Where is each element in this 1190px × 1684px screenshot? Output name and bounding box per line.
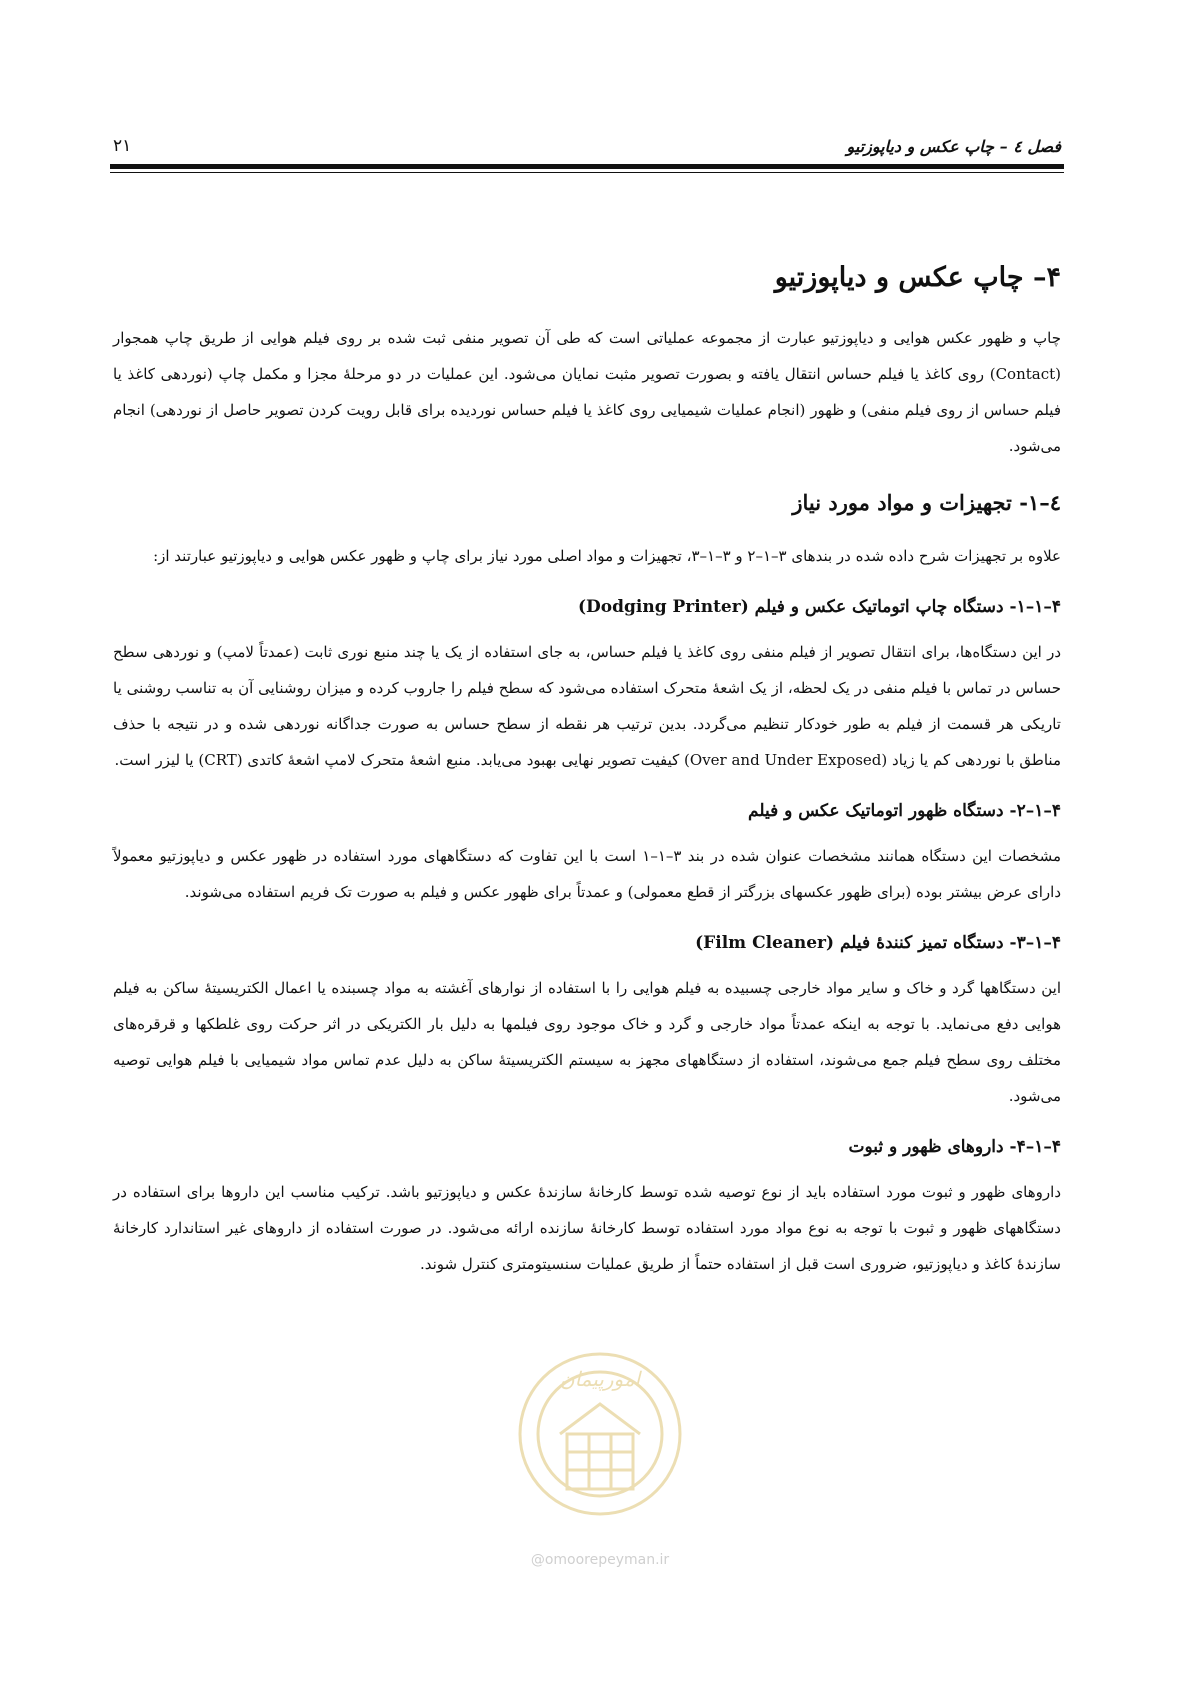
page-number: ۲۱ <box>113 136 132 156</box>
chapter-title: فصل ٤ – چاپ عکس و دیاپوزتیو <box>846 137 1061 156</box>
watermark-site: @omoorepeyman.ir <box>530 1552 670 1568</box>
section-intro: چاپ و ظهور عکس هوایی و دیاپوزتیو عبارت از مجموعه عملیاتی است که طی آن تصویر منفی ثبت شده بر روی فیلم هوایی از طریق چاپ همجوار (Contact) روی کاغذ یا فیلم حساس انتقال یافته و بصورت تصویر مثبت نمایان می‌شود. این عملیات در دو مرحلهٔ مجزا و مکمل چاپ (نوردهی کاغذ یا فیلم حساس از روی فیلم منفی) و ظهور (انجام عملیات شیمیایی روی کاغذ یا فیلم حساس نوردیده برای قابل رویت کردن تصویر حاصل از نوردهی) انجام می‌شود. <box>113 329 1061 455</box>
item-title: ۴–۱–۳- دستگاه تمیز کنندهٔ فیلم (Film Cleaner) <box>695 933 1061 953</box>
item-text: مشخصات این دستگاه همانند مشخصات عنوان شده در بند ۳–۱–۱ است با این تفاوت که دستگاههای مورد استفاده در ظهور عکس و دیاپوزتیو معمولاً دارای عرض بیشتر بوده (برای ظهور عکسهای بزرگتر از قطع معمولی) و عمدتاً برای ظهور عکس و فیلم به صورت تک فریم استفاده می‌شوند. <box>113 847 1061 901</box>
item-text: در این دستگاه‌ها، برای انتقال تصویر از فیلم منفی روی کاغذ یا فیلم حساس، به جای استفاده از یک یا چند منبع نوری ثابت (عمدتاً لامپ) و نوردهی سطح حساس در تماس با فیلم منفی در یک لحظه، از یک اشعهٔ متحرک استفاده می‌شود که سطح فیلم را جاروب کرده و میزان روشنایی آن به تناسب روشنی یا تاریکی هر قسمت از فیلم به طور خودکار تنظیم می‌گردد. بدین ترتیب هر نقطه از سطح حساس به صورت جداگانه نوردهی شده و در نتیجه با حذف مناطق با نوردهی کم یا زیاد (Over and Under Exposed) کیفیت تصویر نهایی بهبود می‌یابد. منبع اشعهٔ متحرک لامپ اشعهٔ کاتدی (CRT) یا لیزر است. <box>113 643 1061 769</box>
item-text: این دستگاهها گرد و خاک و سایر مواد خارجی چسبیده به فیلم هوایی را با استفاده از نوارهای آغشته به مواد چسبنده یا اعمال الکتریسیتهٔ ساکن به فیلم هوایی دفع می‌نماید. با توجه به اینکه عمدتاً مواد خارجی و گرد و خاک موجود روی فیلمها به دلیل بار الکتریکی در اثر حرکت روی غلطکها و قرقره‌های مختلف روی سطح فیلم جمع می‌شوند، استفاده از دستگاههای مجهز به سیستم الکتریسیتهٔ ساکن به دلیل عدم تماس مواد شیمیایی با فیلم هوایی توصیه می‌شود. <box>113 979 1061 1105</box>
subsection-intro: علاوه بر تجهیزات شرح داده شده در بندهای ۳–۱–۲ و ۳–۱–۳، تجهیزات و مواد اصلی مورد نیاز برای چاپ و ظهور عکس هوایی و دیاپوزتیو عبارتند از: <box>153 547 1061 565</box>
subsection-title: ٤–۱- تجهیزات و مواد مورد نیاز <box>792 490 1061 515</box>
watermark-logo-text: امورپیمان <box>559 1367 641 1391</box>
item-title: ۴–۱–۴- داروهای ظهور و ثبوت <box>848 1137 1061 1157</box>
running-header <box>113 128 1061 156</box>
page-content <box>113 258 1061 1282</box>
item-title: ۴–۱–۱- دستگاه چاپ اتوماتیک عکس و فیلم (Dodging Printer) <box>578 597 1061 617</box>
header-rule-thin <box>110 172 1064 173</box>
watermark-logo <box>505 1334 695 1568</box>
header-rule-thick <box>110 164 1064 169</box>
logo-seal-icon <box>505 1334 695 1544</box>
section-title: ۴– چاپ عکس و دیاپوزتیو <box>774 262 1061 293</box>
item-text: داروهای ظهور و ثبوت مورد استفاده باید از نوع توصیه شده توسط کارخانهٔ سازندهٔ عکس و دیاپوزتیو باشد. ترکیب مناسب این داروها برای استفاده در دستگاههای ظهور و ثبوت با توجه به نوع مواد مورد استفاده توسط کارخانهٔ سازنده ارائه می‌شود. در صورت استفاده از داروهای غیر استاندارد کارخانهٔ سازندهٔ کاغذ و دیاپوزتیو، ضروری است قبل از استفاده حتماً از طریق عملیات سنسیتومتری کنترل شوند. <box>113 1183 1061 1273</box>
item-title: ۴–۱–۲- دستگاه ظهور اتوماتیک عکس و فیلم <box>748 801 1061 821</box>
